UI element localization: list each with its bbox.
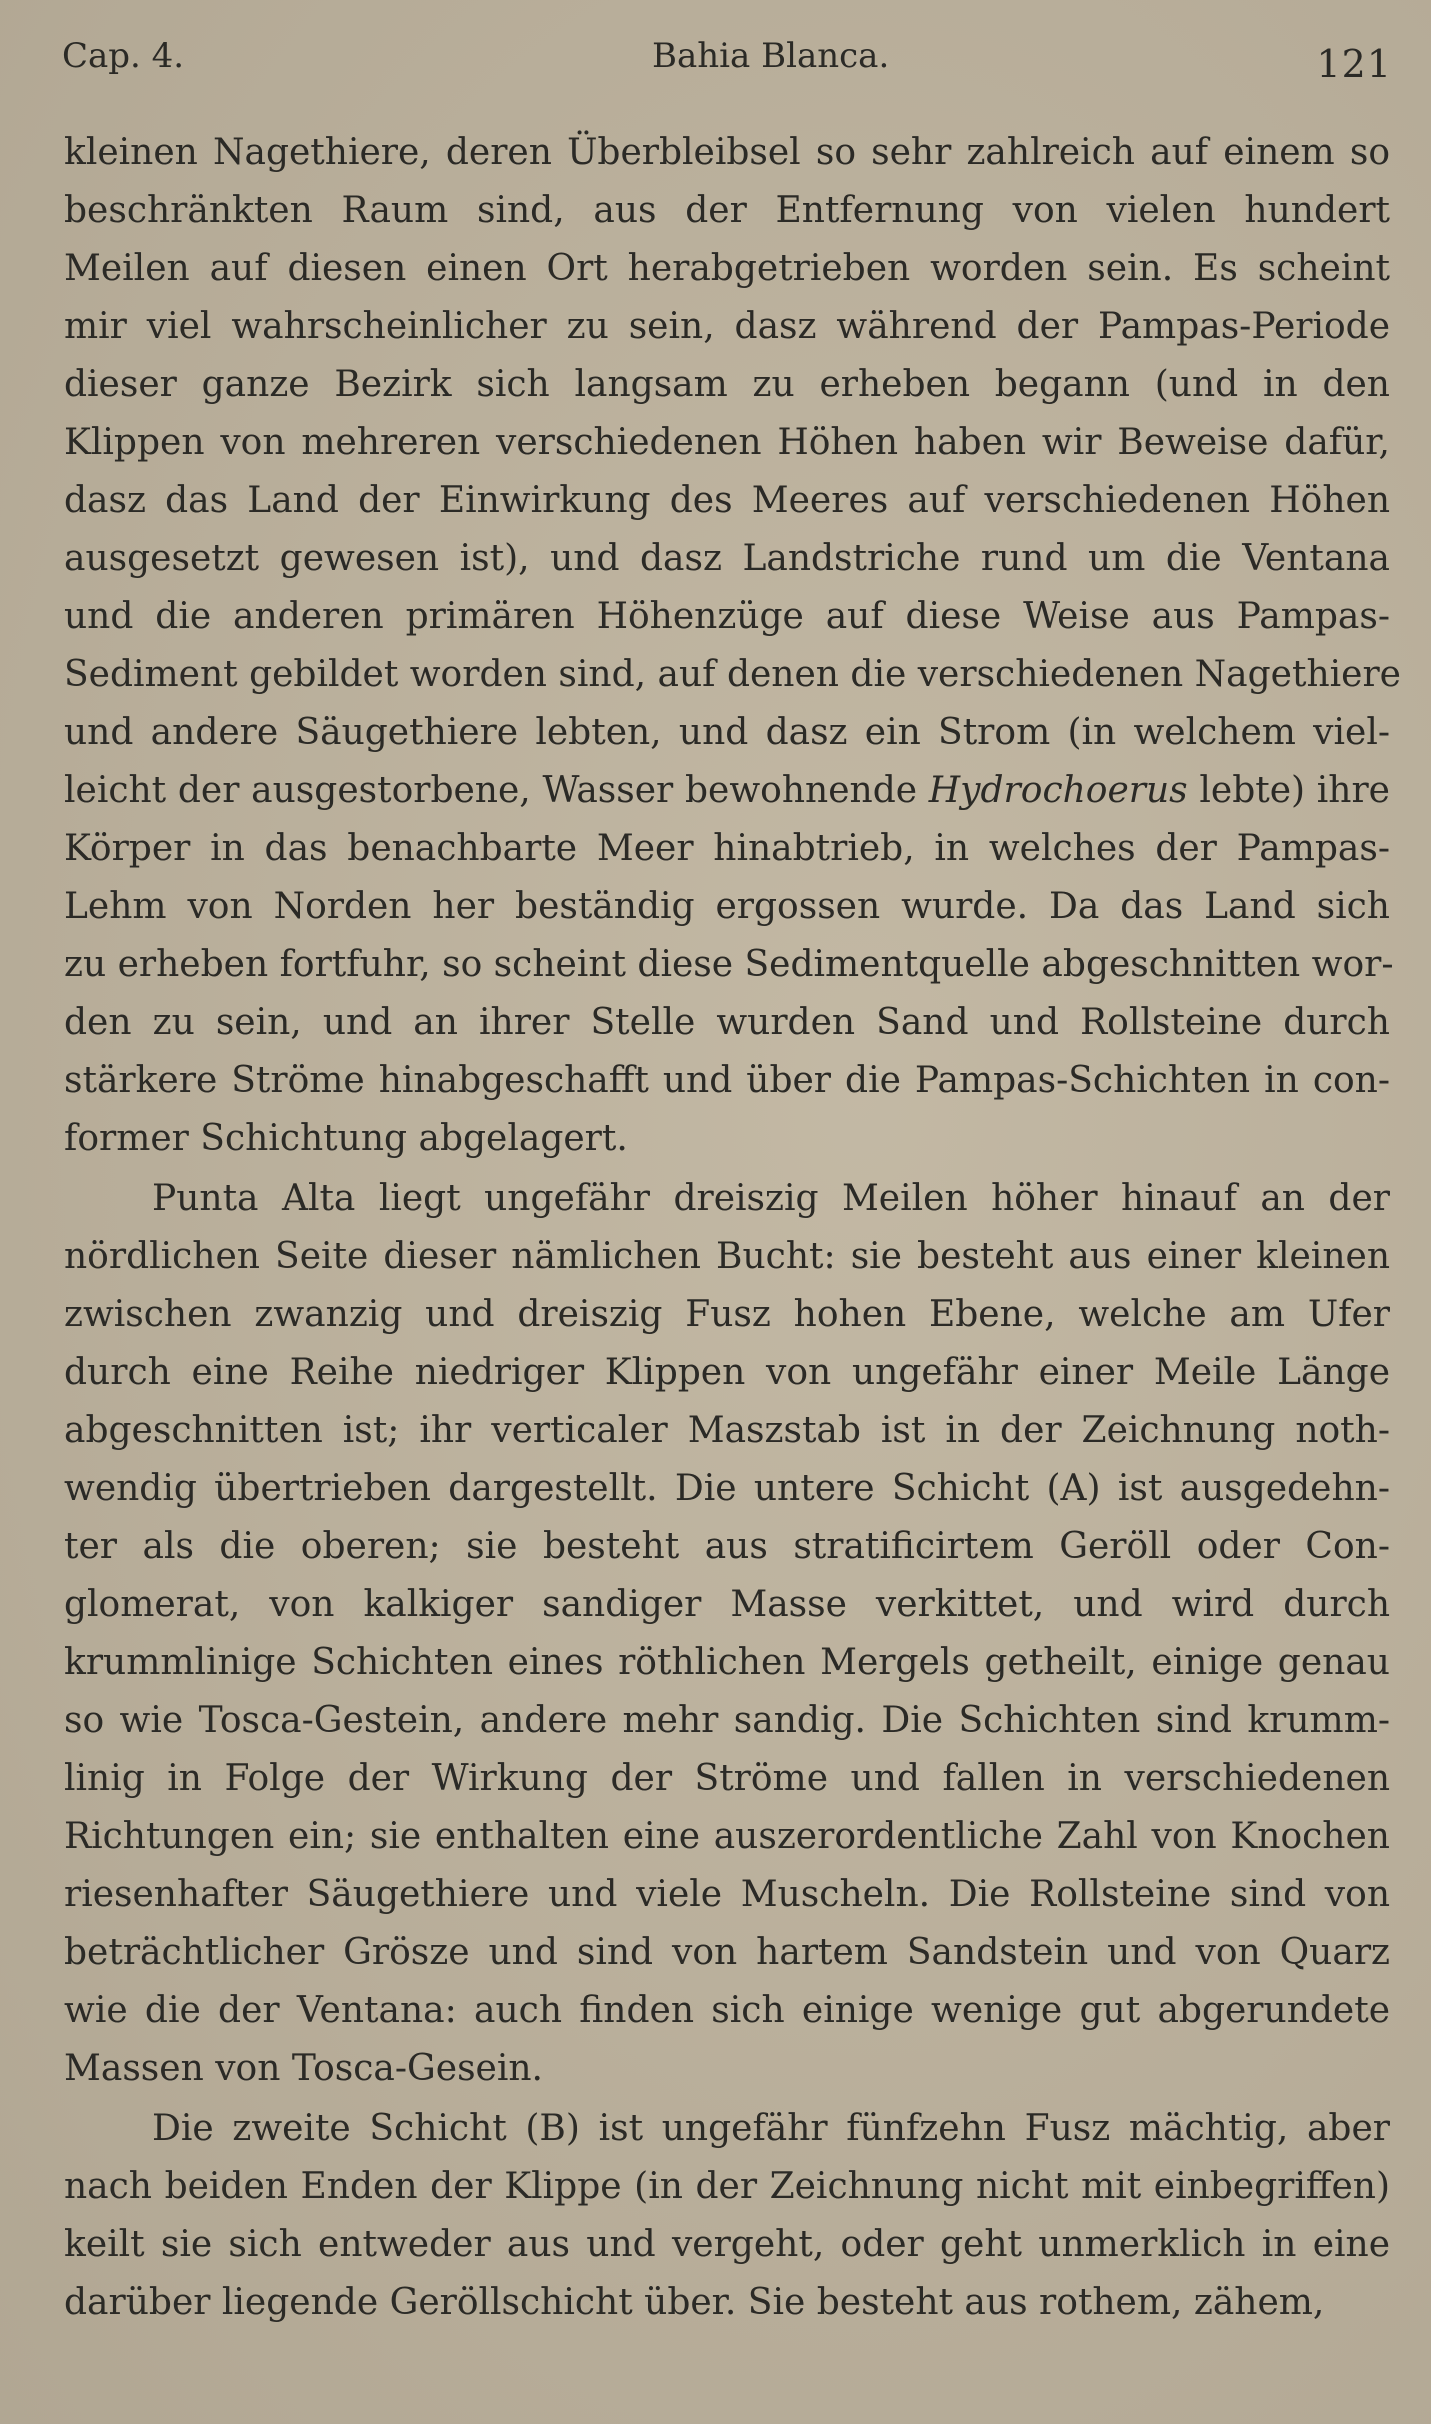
text-line: nach beiden Enden der Klippe (in der Zeichnung nicht mit einbegriffen)	[64, 2166, 1390, 2207]
italic-term: Hydrochoerus	[928, 770, 1188, 811]
text-line: glomerat, von kalkiger sandiger Masse verkittet, und wird durch	[64, 1584, 1390, 1625]
text-line: zwischen zwanzig und dreiszig Fusz hohen Ebene, welche am Ufer	[64, 1294, 1390, 1335]
text-line: Die zweite Schicht (B) ist ungefähr fünfzehn Fusz mächtig, aber	[152, 2108, 1390, 2149]
text-line: und andere Säugethiere lebten, und dasz ein Strom (in welchem viel-	[64, 712, 1390, 753]
paragraph	[64, 124, 1401, 1168]
running-header	[62, 32, 1392, 92]
text-line: Punta Alta liegt ungefähr dreiszig Meilen höher hinauf an der	[152, 1178, 1390, 1219]
text-line: abgeschnitten ist; ihr verticaler Maszstab ist in der Zeichnung noth-	[64, 1410, 1390, 1451]
text-line: nördlichen Seite dieser nämlichen Bucht: sie besteht aus einer kleinen	[64, 1236, 1390, 1277]
text-line: und die anderen primären Höhenzüge auf diese Weise aus Pampas-	[64, 596, 1390, 637]
page-number: 121	[1316, 42, 1392, 86]
text-line: former Schichtung abgelagert.	[64, 1118, 628, 1159]
text-line: riesenhafter Säugethiere und viele Muscheln. Die Rollsteine sind von	[64, 1874, 1390, 1915]
text-line: linig in Folge der Wirkung der Ströme und fallen in verschiedenen	[64, 1758, 1390, 1799]
text-line: den zu sein, und an ihrer Stelle wurden Sand und Rollsteine durch	[64, 1002, 1390, 1043]
text-line: Meilen auf diesen einen Ort herabgetrieben worden sein. Es scheint	[64, 248, 1390, 289]
text-line: krummlinige Schichten eines röthlichen Mergels getheilt, einige genau	[64, 1642, 1390, 1683]
text-line: Massen von Tosca-Gesein.	[64, 2048, 543, 2089]
text-line: wendig übertrieben dargestellt. Die untere Schicht (A) ist ausgedehn-	[64, 1468, 1390, 1509]
text-line: durch eine Reihe niedriger Klippen von ungefähr einer Meile Länge	[64, 1352, 1390, 1393]
text-line: beträchtlicher Grösze und sind von hartem Sandstein und von Quarz	[64, 1932, 1390, 1973]
text-line: darüber liegende Geröllschicht über. Sie besteht aus rothem, zähem,	[64, 2282, 1325, 2323]
text-line: Lehm von Norden her beständig ergossen wurde. Da das Land sich	[64, 886, 1390, 927]
text-line: stärkere Ströme hinabgeschafft und über die Pampas-Schichten in con-	[64, 1060, 1390, 1101]
text-line: ausgesetzt gewesen ist), und dasz Landstriche rund um die Ventana	[64, 538, 1390, 579]
text-line: Richtungen ein; sie enthalten eine auszerordentliche Zahl von Knochen	[64, 1816, 1390, 1857]
text-line: keilt sie sich entweder aus und vergeht, oder geht unmerklich in eine	[64, 2224, 1390, 2265]
body-text	[64, 124, 1401, 2332]
text-line: kleinen Nagethiere, deren Überbleibsel so sehr zahlreich auf einem so	[64, 132, 1390, 173]
running-title: Bahia Blanca.	[652, 36, 890, 76]
text-line: Körper in das benachbarte Meer hinabtrieb, in welches der Pampas-	[64, 828, 1390, 869]
text-line: Klippen von mehreren verschiedenen Höhen haben wir Beweise dafür,	[64, 422, 1390, 463]
text-line: wie die der Ventana: auch finden sich einige wenige gut abgerundete	[64, 1990, 1390, 2031]
paragraph	[64, 1170, 1390, 2098]
text-line: dieser ganze Bezirk sich langsam zu erheben begann (und in den	[64, 364, 1390, 405]
paragraph	[64, 2100, 1390, 2332]
text-line: beschränkten Raum sind, aus der Entfernung von vielen hundert	[64, 190, 1390, 231]
text-line: zu erheben fortfuhr, so scheint diese Sedimentquelle abgeschnitten wor-	[64, 944, 1394, 985]
text-line: leicht der ausgestorbene, Wasser bewohnende Hydrochoerus lebte) ihre	[64, 770, 1390, 811]
text-line: mir viel wahrscheinlicher zu sein, dasz während der Pampas-Periode	[64, 306, 1390, 347]
chapter-label: Cap. 4.	[62, 36, 185, 76]
text-line: dasz das Land der Einwirkung des Meeres auf verschiedenen Höhen	[64, 480, 1390, 521]
text-line: Sediment gebildet worden sind, auf denen die verschiedenen Nagethiere	[64, 654, 1401, 695]
text-line: so wie Tosca-Gestein, andere mehr sandig. Die Schichten sind krumm-	[64, 1700, 1390, 1741]
text-line: ter als die oberen; sie besteht aus stratificirtem Geröll oder Con-	[64, 1526, 1390, 1567]
